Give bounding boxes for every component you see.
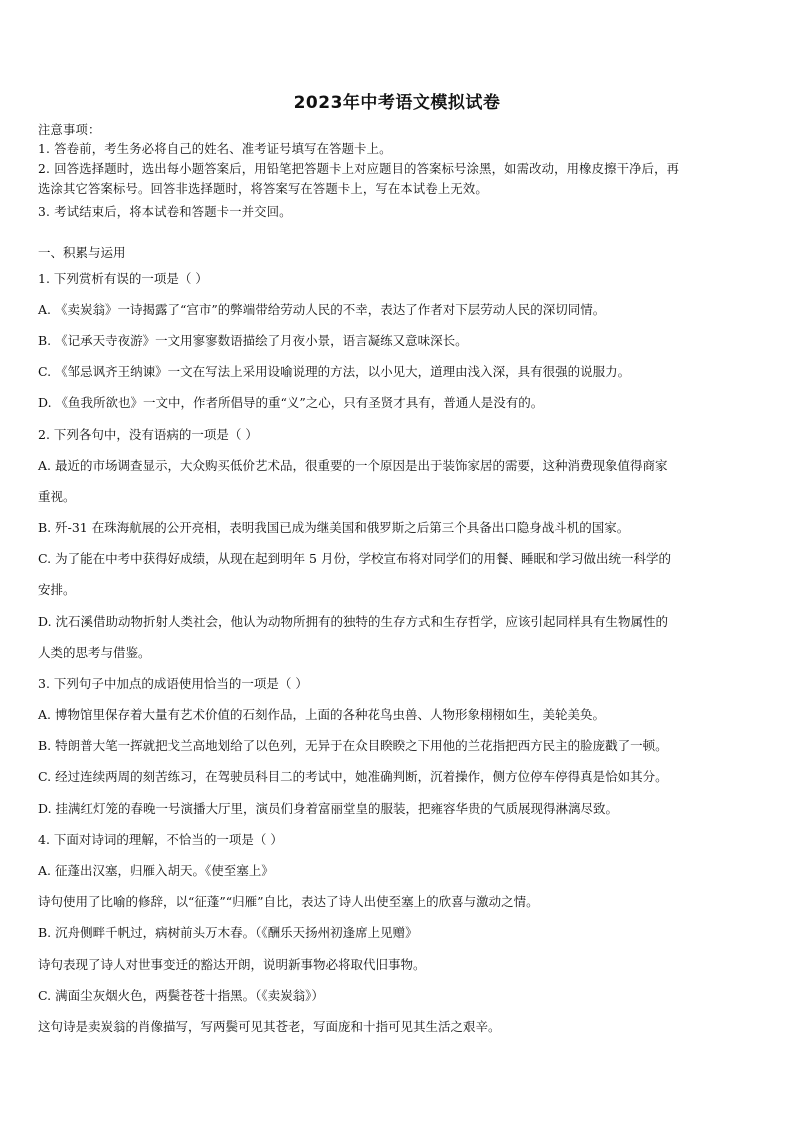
answer-option: A. 博物馆里保存着大量有艺术价值的石刻作品，上面的各种花鸟虫兽、人物形象栩栩如生，美轮美奂。 (38, 707, 605, 722)
answer-option: D. 《鱼我所欲也》一文中，作者所倡导的重“义”之心，只有圣贤才具有，普通人是没有的。 (38, 395, 544, 410)
option-explanation: 诗句表现了诗人对世事变迁的豁达开朗，说明新事物必将取代旧事物。 (38, 957, 426, 972)
notice-heading: 注意事项： (38, 123, 101, 137)
answer-option: A. 征蓬出汉塞，归雁入胡天。《使至塞上》 (38, 863, 274, 878)
question-stem: 3. 下列句子中加点的成语使用恰当的一项是（ ） (38, 676, 308, 691)
notice-line: 2. 回答选择题时，选出每小题答案后，用铅笔把答题卡上对应题目的答案标号涂黑，如需改动，用橡皮擦干净后，再 (38, 162, 680, 176)
page-title: 2023年中考语文模拟试卷 (293, 93, 501, 113)
notice-line: 3. 考试结束后，将本试卷和答题卡一并交回。 (38, 205, 292, 219)
answer-option-continued: 人类的思考与借鉴。 (38, 645, 151, 660)
question-stem: 2. 下列各句中，没有语病的一项是（ ） (38, 427, 258, 442)
answer-option-continued: 安排。 (38, 582, 76, 597)
answer-option: C. 满面尘灰烟火色，两鬓苍苍十指黑。（《卖炭翁》） (38, 988, 324, 1003)
option-explanation: 诗句使用了比喻的修辞，以“征蓬”“归雁”自比，表达了诗人出使至塞上的欣喜与激动之情。 (38, 894, 539, 909)
answer-option-continued: 重视。 (38, 489, 76, 504)
answer-option: C. 《邹忌讽齐王纳谏》一文在写法上采用设喻说理的方法，以小见大，道理由浅入深，具有很强的说服力。 (38, 364, 631, 379)
notice-line: 1. 答卷前，考生务必将自己的姓名、准考证号填写在答题卡上。 (38, 142, 392, 156)
answer-option: D. 沈石溪借助动物折射人类社会，他认为动物所拥有的独特的生存方式和生存哲学，应该引起同样具有生物属性的 (38, 614, 669, 629)
answer-option: A. 最近的市场调查显示，大众购买低价艺术品，很重要的一个原因是出于装饰家居的需要，这种消费现象值得商家 (38, 458, 668, 473)
answer-option: C. 经过连续两周的刻苦练习，在驾驶员科目二的考试中，她准确判断，沉着操作，侧方位停车停得真是恰如其分。 (38, 769, 668, 784)
answer-option: D. 挂满红灯笼的春晚一号演播大厅里，演员们身着富丽堂皇的服装，把雍容华贵的气质展现得淋漓尽致。 (38, 801, 619, 816)
answer-option: B. 歼-31 在珠海航展的公开亮相，表明我国已成为继美国和俄罗斯之后第三个具备出口隐身战斗机的国家。 (38, 520, 630, 535)
option-explanation: 这句诗是卖炭翁的肖像描写，写两鬓可见其苍老，写面庞和十指可见其生活之艰辛。 (38, 1019, 501, 1034)
answer-option: B. 《记承天寺夜游》一文用寥寥数语描绘了月夜小景，语言凝练又意味深长。 (38, 333, 468, 348)
notice-line: 选涂其它答案标号。回答非选择题时，将答案写在答题卡上，写在本试卷上无效。 (38, 182, 488, 196)
question-stem: 1. 下列赏析有误的一项是（ ） (38, 271, 208, 286)
answer-option: C. 为了能在中考中获得好成绩，从现在起到明年 5 月份，学校宣布将对同学们的用餐、睡眠和学习做出统一科学的 (38, 551, 671, 566)
answer-option: A. 《卖炭翁》一诗揭露了“宫市”的弊端带给劳动人民的不幸，表达了作者对下层劳动人民的深切同情。 (38, 302, 606, 317)
section-heading: 一、积累与运用 (38, 245, 126, 260)
question-stem: 4. 下面对诗词的理解，不恰当的一项是（ ） (38, 832, 283, 847)
answer-option: B. 沉舟侧畔千帆过，病树前头万木春。（《酬乐天扬州初逢席上见赠》 (38, 925, 418, 940)
answer-option: B. 特朗普大笔一挥就把戈兰高地划给了以色列，无异于在众目睽睽之下用他的兰花指把西方民主的脸庞戳了一顿。 (38, 738, 668, 753)
